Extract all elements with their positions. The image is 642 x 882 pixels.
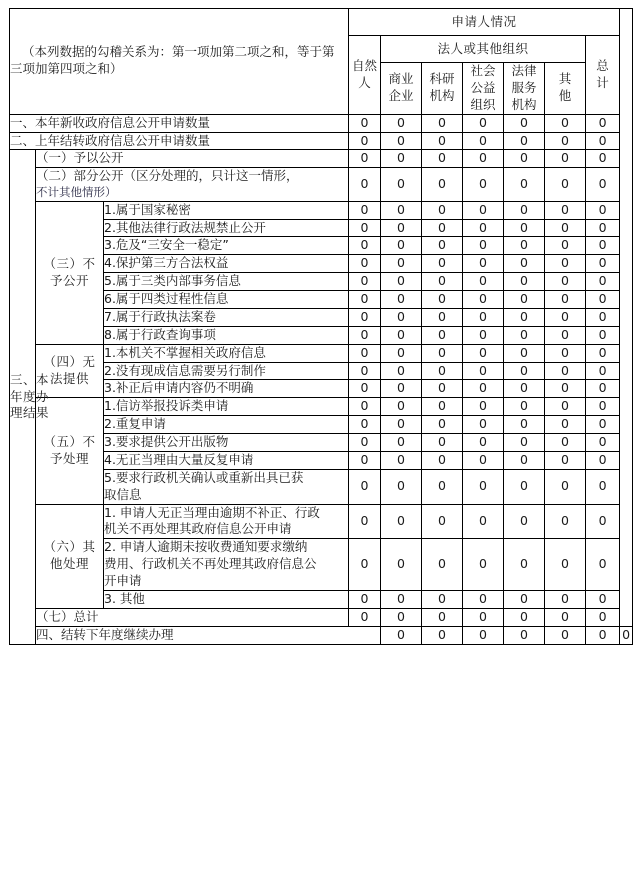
row-label-not-processed-item-5 <box>104 469 349 504</box>
row-label-not-disclosed-item-1: 1.属于国家秘密 <box>104 201 349 219</box>
header-social-welfare-org <box>463 63 504 115</box>
cell-g3-1-total: 0 <box>586 201 620 219</box>
cell-g3-5-natural-person: 0 <box>349 273 381 291</box>
cell-g6-1-total: 0 <box>586 504 620 539</box>
table-row-not-disclosed-8 <box>10 326 633 344</box>
cell-g3-2-commercial-enterprise: 0 <box>381 219 422 237</box>
cell-g5-5-social-welfare-org: 0 <box>463 469 504 504</box>
header-commercial-enterprise-line-1: 商业 <box>388 71 414 87</box>
cell-g5-1-commercial-enterprise: 0 <box>381 398 422 416</box>
header-legal-person-or-org: 法人或其他组织 <box>381 36 586 63</box>
header-social-welfare-org-line-2: 公益 <box>470 79 496 95</box>
cell-g4-1-social-welfare-org: 0 <box>463 344 504 362</box>
cell-g5-4-total: 0 <box>586 451 620 469</box>
cell-g5-2-natural-person: 0 <box>349 416 381 434</box>
header-row-applicant-group <box>10 9 633 36</box>
cell-r4-legal-service-org: 0 <box>545 626 586 644</box>
cell-g5-5-natural-person: 0 <box>349 469 381 504</box>
cell-g4-1-natural-person: 0 <box>349 344 381 362</box>
other-processing-item-2-line-2: 费用、行政机关不再处理其政府信息公 <box>104 556 317 572</box>
note-line-2: 三项加第四项之和） <box>10 61 123 77</box>
cell-r2-total: 0 <box>586 132 620 150</box>
cell-g3-6-natural-person: 0 <box>349 291 381 309</box>
header-total-line-1: 总 <box>596 57 609 73</box>
not-processed-item-1-line-1: 1.信访举报投诉类申请 <box>104 398 229 414</box>
cell-g5-5-total: 0 <box>586 469 620 504</box>
cell-g2-social-welfare-org: 0 <box>463 168 504 201</box>
other-processing-item-1-line-2: 机关不再处理其政府信息公开申请 <box>104 521 292 537</box>
cell-g5-2-other: 0 <box>545 416 586 434</box>
cell-r4-total: 0 <box>620 626 633 644</box>
cell-g5-3-research-institution: 0 <box>422 434 463 452</box>
cell-g3-5-research-institution: 0 <box>422 273 463 291</box>
cell-g6-1-legal-service-org: 0 <box>504 504 545 539</box>
header-natural-person-line-2: 人 <box>358 74 371 90</box>
cell-g4-3-natural-person: 0 <box>349 380 381 398</box>
cell-g3-6-total: 0 <box>586 291 620 309</box>
cell-g2-natural-person: 0 <box>349 168 381 201</box>
not-processed-item-3-line-1: 3.要求提供公开出版物 <box>104 434 229 450</box>
cell-g2-legal-service-org: 0 <box>504 168 545 201</box>
cell-g5-4-social-welfare-org: 0 <box>463 451 504 469</box>
row-label-unable-to-provide-item-1: 1.本机关不掌握相关政府信息 <box>104 344 349 362</box>
row-label-subtotal: （七）总计 <box>36 608 349 626</box>
cell-g3-3-other: 0 <box>545 237 586 255</box>
row-label-carry-to-next-year: 四、结转下年度继续办理 <box>36 626 381 644</box>
cell-g6-1-natural-person: 0 <box>349 504 381 539</box>
cell-r1-legal-service-org: 0 <box>504 114 545 132</box>
table-row-not-processed-2 <box>10 416 633 434</box>
row-label-not-disclosed-item-5: 5.属于三类内部事务信息 <box>104 273 349 291</box>
row-label-not-disclosed <box>36 201 104 344</box>
cell-r4-natural-person: 0 <box>381 626 422 644</box>
header-total-line-2: 计 <box>596 74 609 90</box>
cell-g5-4-legal-service-org: 0 <box>504 451 545 469</box>
cell-g4-2-legal-service-org: 0 <box>504 362 545 380</box>
cell-g5-1-total: 0 <box>586 398 620 416</box>
cell-r2-research-institution: 0 <box>422 132 463 150</box>
cell-g3-4-commercial-enterprise: 0 <box>381 255 422 273</box>
row-label-not-disclosed-item-8: 8.属于行政查询事项 <box>104 326 349 344</box>
cell-g5-4-research-institution: 0 <box>422 451 463 469</box>
cell-g3-3-social-welfare-org: 0 <box>463 237 504 255</box>
cell-g4-2-commercial-enterprise: 0 <box>381 362 422 380</box>
cell-g5-1-social-welfare-org: 0 <box>463 398 504 416</box>
cell-g3-3-natural-person: 0 <box>349 237 381 255</box>
other-processing-item-3-line-1: 3. 其他 <box>104 590 145 606</box>
not-processed-line-2: 予处理 <box>49 450 89 466</box>
header-legal-service-org-line-3: 机构 <box>511 96 537 112</box>
header-total <box>586 36 620 115</box>
cell-g3-2-total: 0 <box>586 219 620 237</box>
table-row-unable-to-provide-2 <box>10 362 633 380</box>
cell-g5-5-other: 0 <box>545 469 586 504</box>
not-disclosed-line-1: （三）不 <box>43 255 96 271</box>
cell-g3-3-total: 0 <box>586 237 620 255</box>
cell-g4-1-total: 0 <box>586 344 620 362</box>
table-row-carried-over-applications <box>10 132 633 150</box>
cell-g7-total: 0 <box>586 608 620 626</box>
cell-g7-commercial-enterprise: 0 <box>381 608 422 626</box>
row-label-not-disclosed-item-4: 4.保护第三方合法权益 <box>104 255 349 273</box>
not-processed-item-5-line-1: 5.要求行政机关确认或重新出具已获 <box>104 469 304 485</box>
cell-g7-natural-person: 0 <box>349 608 381 626</box>
cell-g3-6-other: 0 <box>545 291 586 309</box>
cell-g1-total: 0 <box>586 150 620 168</box>
cell-r4-other: 0 <box>586 626 620 644</box>
cell-g3-5-total: 0 <box>586 273 620 291</box>
cell-g3-7-natural-person: 0 <box>349 308 381 326</box>
table-row-not-processed-3 <box>10 434 633 452</box>
other-processing-item-1-line-1: 1. 申请人无正当理由逾期不补正、行政 <box>104 504 320 520</box>
row-label-other-processing-item-1 <box>104 504 349 539</box>
cell-g2-other: 0 <box>545 168 586 201</box>
table-row-carry-to-next-year <box>10 626 633 644</box>
cell-g3-8-legal-service-org: 0 <box>504 326 545 344</box>
header-applicant-situation: 申请人情况 <box>349 9 620 36</box>
cell-g6-2-research-institution: 0 <box>422 539 463 591</box>
table-row-not-disclosed-3 <box>10 237 633 255</box>
cell-r4-social-welfare-org: 0 <box>504 626 545 644</box>
header-legal-service-org-line-1: 法律 <box>511 63 537 78</box>
cell-g3-8-commercial-enterprise: 0 <box>381 326 422 344</box>
cell-g6-2-total: 0 <box>586 539 620 591</box>
cell-g6-3-total: 0 <box>586 590 620 608</box>
row-label-annual-processing-results <box>10 150 50 644</box>
cell-r1-social-welfare-org: 0 <box>463 114 504 132</box>
cell-r1-natural-person: 0 <box>349 114 381 132</box>
cell-g7-research-institution: 0 <box>422 608 463 626</box>
partially-disclosed-line-1: （二）部分公开（区分处理的，只计这一情形， <box>36 168 299 184</box>
note-line-1: （本列数据的勾稽关系为：第一项加第二项之和，等于第 <box>22 44 335 60</box>
cell-g5-3-total: 0 <box>586 434 620 452</box>
table-row-not-disclosed-4 <box>10 255 633 273</box>
cell-g3-4-total: 0 <box>586 255 620 273</box>
cell-g2-commercial-enterprise: 0 <box>381 168 422 201</box>
cell-g3-1-other: 0 <box>545 201 586 219</box>
cell-g1-social-welfare-org: 0 <box>463 150 504 168</box>
cell-g5-1-research-institution: 0 <box>422 398 463 416</box>
cell-g3-2-social-welfare-org: 0 <box>463 219 504 237</box>
cell-g3-3-research-institution: 0 <box>422 237 463 255</box>
cell-g5-2-social-welfare-org: 0 <box>463 416 504 434</box>
table-row-not-processed-1 <box>10 398 633 416</box>
row-label-not-processed-item-1 <box>104 398 349 416</box>
cell-g5-4-commercial-enterprise: 0 <box>381 451 422 469</box>
cell-g6-2-commercial-enterprise: 0 <box>381 539 422 591</box>
cell-r2-legal-service-org: 0 <box>504 132 545 150</box>
cell-r4-commercial-enterprise: 0 <box>422 626 463 644</box>
cell-g5-3-legal-service-org: 0 <box>504 434 545 452</box>
cell-g4-1-other: 0 <box>545 344 586 362</box>
row-label-carried-over-applications: 二、上年结转政府信息公开申请数量 <box>10 132 349 150</box>
cell-g3-1-legal-service-org: 0 <box>504 201 545 219</box>
cell-r4-research-institution: 0 <box>463 626 504 644</box>
not-processed-item-5-line-2: 取信息 <box>104 486 142 502</box>
cell-g2-total: 0 <box>586 168 620 201</box>
cell-g5-3-natural-person: 0 <box>349 434 381 452</box>
unable-to-provide-line-2: 法提供 <box>49 370 89 386</box>
row-label-other-processing <box>36 504 104 608</box>
row-label-partially-disclosed <box>36 168 349 201</box>
cell-g1-other: 0 <box>545 150 586 168</box>
cell-r1-research-institution: 0 <box>422 114 463 132</box>
table-row-other-processing-1 <box>10 504 633 539</box>
cell-g4-2-total: 0 <box>586 362 620 380</box>
column-relation-note <box>10 9 349 115</box>
cell-g4-2-other: 0 <box>545 362 586 380</box>
government-disclosure-table <box>9 8 633 645</box>
header-commercial-enterprise-line-2: 企业 <box>388 88 414 104</box>
cell-g3-1-research-institution: 0 <box>422 201 463 219</box>
header-commercial-enterprise <box>381 63 422 115</box>
cell-g5-3-other: 0 <box>545 434 586 452</box>
cell-g3-6-legal-service-org: 0 <box>504 291 545 309</box>
cell-r2-natural-person: 0 <box>349 132 381 150</box>
cell-g6-3-commercial-enterprise: 0 <box>381 590 422 608</box>
cell-g5-1-other: 0 <box>545 398 586 416</box>
table-row-subtotal <box>10 608 633 626</box>
table-row-unable-to-provide-1 <box>10 344 633 362</box>
table-row-not-processed-5 <box>10 469 633 504</box>
row-label-unable-to-provide-item-2: 2.没有现成信息需要另行制作 <box>104 362 349 380</box>
row-label-unable-to-provide-item-3: 3.补正后申请内容仍不明确 <box>104 380 349 398</box>
table-row-not-disclosed-7 <box>10 308 633 326</box>
row-label-not-processed-item-3 <box>104 434 349 452</box>
cell-g3-4-other: 0 <box>545 255 586 273</box>
cell-g1-legal-service-org: 0 <box>504 150 545 168</box>
cell-r2-other: 0 <box>545 132 586 150</box>
row-label-other-processing-item-2 <box>104 539 349 591</box>
other-processing-line-1: （六）其 <box>43 539 96 555</box>
cell-g5-1-legal-service-org: 0 <box>504 398 545 416</box>
cell-g4-1-legal-service-org: 0 <box>504 344 545 362</box>
cell-g3-8-total: 0 <box>586 326 620 344</box>
table-row-other-processing-2 <box>10 539 633 591</box>
cell-g3-2-other: 0 <box>545 219 586 237</box>
cell-g3-6-commercial-enterprise: 0 <box>381 291 422 309</box>
cell-r1-other: 0 <box>545 114 586 132</box>
header-legal-service-org <box>504 63 545 115</box>
cell-g3-1-natural-person: 0 <box>349 201 381 219</box>
cell-g6-2-legal-service-org: 0 <box>504 539 545 591</box>
cell-g4-3-total: 0 <box>586 380 620 398</box>
cell-g3-5-social-welfare-org: 0 <box>463 273 504 291</box>
header-other <box>545 63 586 115</box>
header-research-institution <box>422 63 463 115</box>
cell-g3-2-legal-service-org: 0 <box>504 219 545 237</box>
cell-g3-7-legal-service-org: 0 <box>504 308 545 326</box>
row-label-not-disclosed-item-6: 6.属于四类过程性信息 <box>104 291 349 309</box>
cell-g3-5-commercial-enterprise: 0 <box>381 273 422 291</box>
cell-g6-2-other: 0 <box>545 539 586 591</box>
table-row-disclosed <box>10 150 633 168</box>
row-label-disclosed: （一）予以公开 <box>36 150 349 168</box>
cell-g5-5-commercial-enterprise: 0 <box>381 469 422 504</box>
cell-g7-legal-service-org: 0 <box>504 608 545 626</box>
cell-g6-3-natural-person: 0 <box>349 590 381 608</box>
cell-g5-4-natural-person: 0 <box>349 451 381 469</box>
row-label-not-processed-item-2 <box>104 416 349 434</box>
cell-g3-2-natural-person: 0 <box>349 219 381 237</box>
cell-g3-7-social-welfare-org: 0 <box>463 308 504 326</box>
table-row-other-processing-3 <box>10 590 633 608</box>
row-label-not-disclosed-item-3: 3.危及“三安全一稳定” <box>104 237 349 255</box>
header-natural-person <box>349 36 381 115</box>
header-other-line-1: 其 <box>558 71 572 87</box>
cell-g4-3-legal-service-org: 0 <box>504 380 545 398</box>
cell-g3-7-research-institution: 0 <box>422 308 463 326</box>
row-label-new-applications: 一、本年新收政府信息公开申请数量 <box>10 114 349 132</box>
cell-g2-research-institution: 0 <box>422 168 463 201</box>
table-row-unable-to-provide-3 <box>10 380 633 398</box>
cell-g6-3-other: 0 <box>545 590 586 608</box>
cell-g5-2-total: 0 <box>586 416 620 434</box>
cell-g3-4-legal-service-org: 0 <box>504 255 545 273</box>
header-research-institution-line-1: 科研 <box>429 71 455 87</box>
row-label-not-disclosed-item-7: 7.属于行政执法案卷 <box>104 308 349 326</box>
cell-g3-6-research-institution: 0 <box>422 291 463 309</box>
cell-g3-6-social-welfare-org: 0 <box>463 291 504 309</box>
not-disclosed-line-2: 予公开 <box>49 272 89 288</box>
cell-g5-2-legal-service-org: 0 <box>504 416 545 434</box>
cell-g3-8-research-institution: 0 <box>422 326 463 344</box>
cell-g3-7-other: 0 <box>545 308 586 326</box>
cell-g3-8-natural-person: 0 <box>349 326 381 344</box>
cell-g7-social-welfare-org: 0 <box>463 608 504 626</box>
cell-g4-3-commercial-enterprise: 0 <box>381 380 422 398</box>
cell-g3-3-commercial-enterprise: 0 <box>381 237 422 255</box>
cell-g3-1-commercial-enterprise: 0 <box>381 201 422 219</box>
cell-g4-1-research-institution: 0 <box>422 344 463 362</box>
cell-g3-1-social-welfare-org: 0 <box>463 201 504 219</box>
table-row-new-applications <box>10 114 633 132</box>
cell-g4-2-natural-person: 0 <box>349 362 381 380</box>
cell-r2-social-welfare-org: 0 <box>463 132 504 150</box>
cell-r1-commercial-enterprise: 0 <box>381 114 422 132</box>
cell-g3-7-total: 0 <box>586 308 620 326</box>
table-row-not-disclosed-2 <box>10 219 633 237</box>
cell-g1-commercial-enterprise: 0 <box>381 150 422 168</box>
header-legal-service-org-line-2: 服务 <box>511 79 537 95</box>
cell-g6-3-research-institution: 0 <box>422 590 463 608</box>
cell-g4-3-social-welfare-org: 0 <box>463 380 504 398</box>
cell-g6-1-other: 0 <box>545 504 586 539</box>
cell-g3-5-other: 0 <box>545 273 586 291</box>
cell-g6-1-commercial-enterprise: 0 <box>381 504 422 539</box>
header-social-welfare-org-line-1: 社会 <box>470 63 496 78</box>
cell-g3-4-natural-person: 0 <box>349 255 381 273</box>
header-natural-person-line-1: 自然 <box>352 57 378 73</box>
other-processing-item-2-line-3: 开申请 <box>104 573 142 589</box>
cell-g6-3-social-welfare-org: 0 <box>463 590 504 608</box>
table-row-not-disclosed-1 <box>10 201 633 219</box>
header-other-line-2: 他 <box>558 88 572 104</box>
cell-g6-1-social-welfare-org: 0 <box>463 504 504 539</box>
cell-g3-8-other: 0 <box>545 326 586 344</box>
table-row-not-disclosed-5 <box>10 273 633 291</box>
cell-g5-5-research-institution: 0 <box>422 469 463 504</box>
cell-g5-3-commercial-enterprise: 0 <box>381 434 422 452</box>
cell-g5-3-social-welfare-org: 0 <box>463 434 504 452</box>
cell-g4-3-research-institution: 0 <box>422 380 463 398</box>
cell-g5-2-commercial-enterprise: 0 <box>381 416 422 434</box>
cell-g6-2-natural-person: 0 <box>349 539 381 591</box>
cell-g1-natural-person: 0 <box>349 150 381 168</box>
cell-g5-4-other: 0 <box>545 451 586 469</box>
cell-g5-5-legal-service-org: 0 <box>504 469 545 504</box>
cell-g6-2-social-welfare-org: 0 <box>463 539 504 591</box>
cell-g3-4-research-institution: 0 <box>422 255 463 273</box>
cell-g4-1-commercial-enterprise: 0 <box>381 344 422 362</box>
cell-g1-research-institution: 0 <box>422 150 463 168</box>
header-research-institution-line-2: 机构 <box>429 88 455 104</box>
row-label-other-processing-item-3 <box>104 590 349 608</box>
cell-g3-4-social-welfare-org: 0 <box>463 255 504 273</box>
annual-results-line-2: 年度办 <box>10 388 50 404</box>
cell-g5-1-natural-person: 0 <box>349 398 381 416</box>
other-processing-line-2: 他处理 <box>49 556 89 572</box>
cell-g3-2-research-institution: 0 <box>422 219 463 237</box>
annual-results-line-1: 三、本 <box>10 371 50 387</box>
cell-g3-3-legal-service-org: 0 <box>504 237 545 255</box>
table-row-not-processed-4 <box>10 451 633 469</box>
not-processed-item-4-line-1: 4.无正当理由大量反复申请 <box>104 451 254 467</box>
cell-g6-3-legal-service-org: 0 <box>504 590 545 608</box>
cell-g3-7-commercial-enterprise: 0 <box>381 308 422 326</box>
cell-g4-2-research-institution: 0 <box>422 362 463 380</box>
not-processed-item-2-line-1: 2.重复申请 <box>104 416 166 432</box>
partially-disclosed-line-2: 不计其他情形） <box>36 185 117 200</box>
other-processing-item-2-line-1: 2. 申请人逾期未按收费通知要求缴纳 <box>104 539 308 555</box>
header-social-welfare-org-line-3: 组织 <box>470 96 496 112</box>
cell-g3-5-legal-service-org: 0 <box>504 273 545 291</box>
cell-r1-total: 0 <box>586 114 620 132</box>
cell-g7-other: 0 <box>545 608 586 626</box>
row-label-not-processed-item-4 <box>104 451 349 469</box>
not-processed-line-1: （五）不 <box>43 434 96 450</box>
cell-g4-2-social-welfare-org: 0 <box>463 362 504 380</box>
cell-g5-2-research-institution: 0 <box>422 416 463 434</box>
cell-r2-commercial-enterprise: 0 <box>381 132 422 150</box>
table-row-not-disclosed-6 <box>10 291 633 309</box>
cell-g3-8-social-welfare-org: 0 <box>463 326 504 344</box>
table-row-partially-disclosed <box>10 168 633 201</box>
cell-g6-1-research-institution: 0 <box>422 504 463 539</box>
cell-g4-3-other: 0 <box>545 380 586 398</box>
annual-results-line-3: 理结果 <box>10 405 50 421</box>
row-label-not-disclosed-item-2: 2.其他法律行政法规禁止公开 <box>104 219 349 237</box>
unable-to-provide-line-1: （四）无 <box>43 354 96 370</box>
